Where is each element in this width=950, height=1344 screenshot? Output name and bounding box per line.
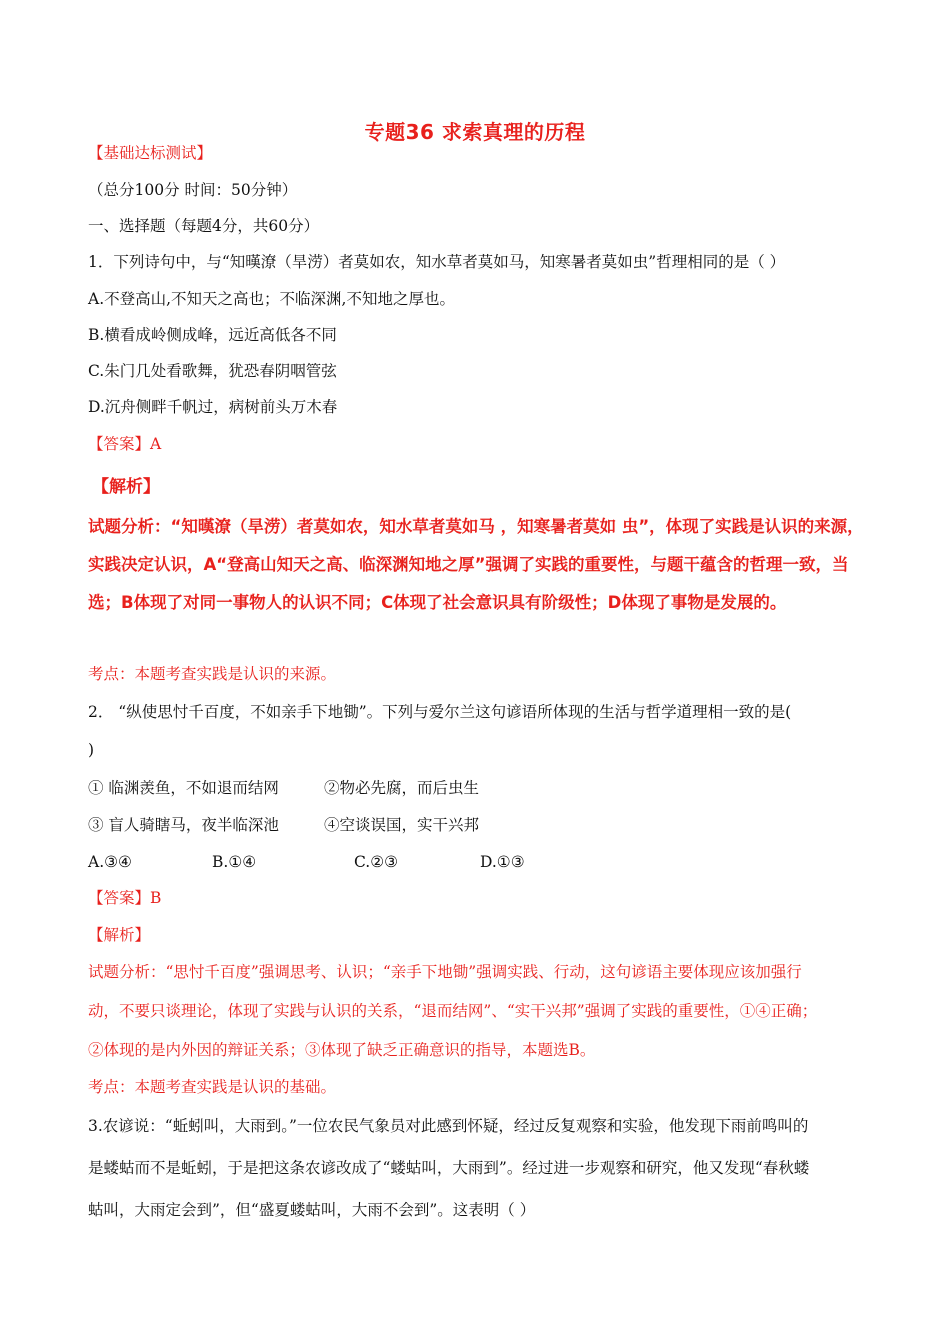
q2-analysis-label: 【解析】: [88, 926, 151, 944]
q3-line-1: 3.农谚说：“蚯蚓叫，大雨到。”一位农民气象员对此感到怀疑，经过反复观察和实验，他发现下雨前鸣叫的: [88, 1117, 809, 1135]
q1-option-b: B.横看成岭侧成峰，远近高低各不同: [88, 326, 337, 344]
q2-analysis-line-3: ②体现的是内外因的辩证关系；③体现了缺乏正确意识的指导，本题选B。: [88, 1041, 596, 1059]
q1-analysis-label: 【解析】: [92, 477, 160, 497]
q2-item-3: ③ 盲人骑瞎马，夜半临深池: [88, 816, 279, 834]
part-heading: 一、选择题（每题4分，共60分）: [88, 217, 320, 235]
q1-option-c: C.朱门几处看歌舞，犹恐春阴咽管弦: [88, 362, 337, 380]
exam-meta: （总分100分 时间：50分钟）: [88, 181, 298, 199]
q2-option-c: C.②③: [354, 853, 399, 871]
q2-stem-line-2: ): [88, 741, 95, 759]
q2-item-2: ②物必先腐，而后虫生: [324, 779, 480, 797]
q3-line-2: 是蝼蛄而不是蚯蚓，于是把这条农谚改成了“蝼蛄叫，大雨到”。经过进一步观察和研究，他又发现“春秋蝼: [88, 1159, 810, 1177]
q2-stem-line-1: 2． “纵使思忖千百度，不如亲手下地锄”。下列与爱尔兰这句谚语所体现的生活与哲学道理相一致的是(: [88, 703, 792, 721]
q2-analysis-line-1: 试题分析：“思忖千百度”强调思考、认识；“亲手下地锄”强调实践、行动，这句谚语主要体现应该加强行: [88, 963, 802, 981]
q3-line-3: 蛄叫，大雨定会到”，但“盛夏蝼蛄叫，大雨不会到”。这表明（ ）: [88, 1201, 536, 1219]
q1-option-d: D.沉舟侧畔千帆过，病树前头万木春: [88, 398, 338, 416]
q2-option-a: A.③④: [88, 853, 132, 871]
q1-analysis-line-1: 试题分析：“知暵潦（旱涝）者莫如农，知水草者莫如马 ，知寒暑者莫如 虫”，体现了实践是认识的来源，: [88, 517, 864, 536]
q2-answer: 【答案】B: [88, 889, 162, 907]
q1-answer: 【答案】A: [88, 435, 162, 453]
q2-option-d: D.①③: [480, 853, 525, 871]
page-title: 专题36 求索真理的历程: [364, 120, 586, 144]
q2-analysis-line-2: 动，不要只谈理论，体现了实践与认识的关系，“退而结网”、“实干兴邦”强调了实践的重要性，①④正确；: [88, 1002, 818, 1020]
q2-point: 考点：本题考查实践是认识的基础。: [88, 1078, 337, 1096]
q2-item-4: ④空谈误国，实干兴邦: [324, 816, 480, 834]
section-tag: 【基础达标测试】: [88, 144, 213, 162]
q1-analysis-line-2: 实践决定认识，A“登高山知天之高、临深渊知地之厚”强调了实践的重要性，与题干蕴含的哲理一致，当: [88, 555, 849, 574]
q2-item-1: ① 临渊羡鱼，不如退而结网: [88, 779, 279, 797]
q1-stem: 1．下列诗句中，与“知暵潦（旱涝）者莫如农，知水草者莫如马，知寒暑者莫如虫”哲理相同的是（ ）: [88, 253, 786, 271]
q2-option-b: B.①④: [212, 853, 257, 871]
q1-point: 考点：本题考查实践是认识的来源。: [88, 665, 337, 683]
q1-analysis-line-3: 选；B体现了对同一事物人的认识不同；C体现了社会意识具有阶级性；D体现了事物是发展的。: [88, 593, 787, 612]
q1-option-a: A.不登高山,不知天之高也；不临深渊,不知地之厚也。: [88, 290, 455, 308]
